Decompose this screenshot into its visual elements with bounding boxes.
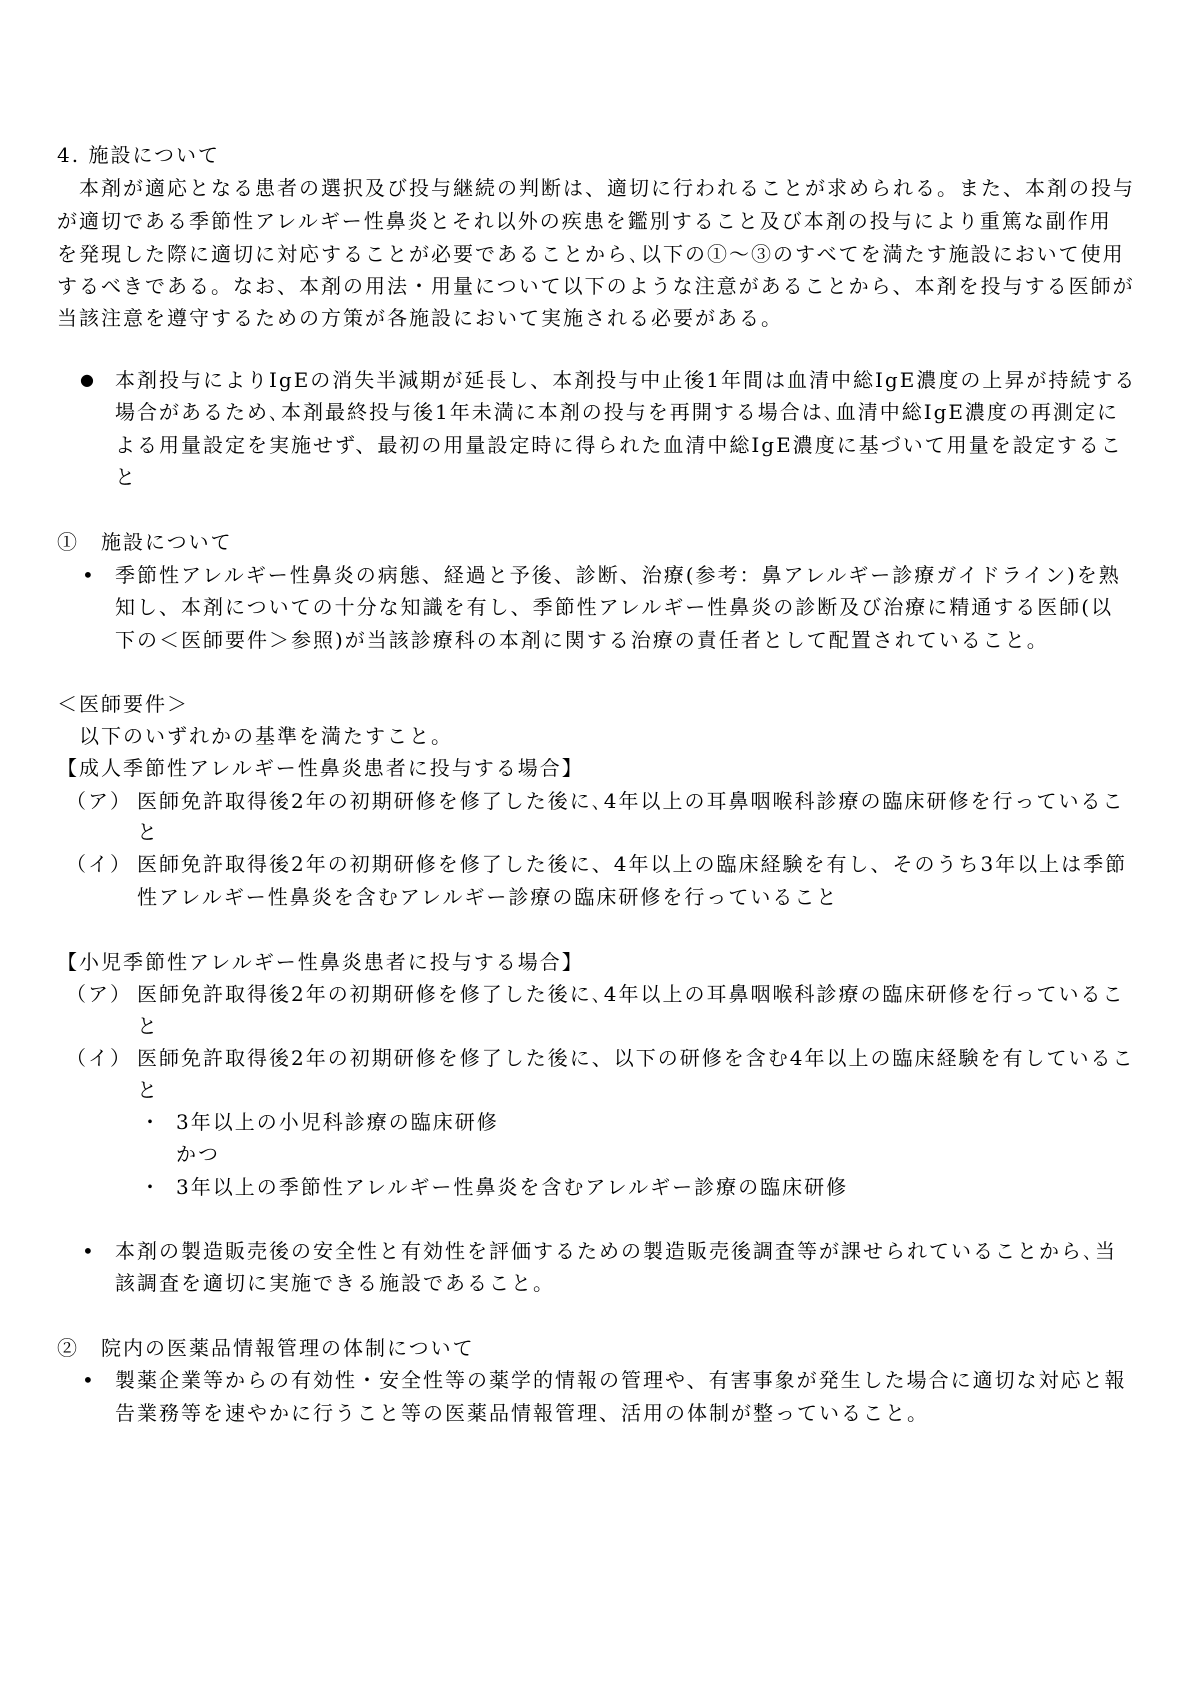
adult-i-line: 医師免許取得後2年の初期研修を修了した後に、4年以上の臨床経験を有し、そのうち3年以上は季節: [137, 852, 1128, 876]
intro-line: するべきである。なお、本剤の用法・用量について以下のような注意があることから、本剤を投与する医師が: [57, 274, 1135, 298]
intro-line: が適切である季節性アレルギー性鼻炎とそれ以外の疾患を鑑別すること及び本剤の投与により重篤な副作用: [57, 209, 1112, 233]
child-i-line: 医師免許取得後2年の初期研修を修了した後に、以下の研修を含む4年以上の臨床経験を有しているこ: [137, 1046, 1135, 1070]
adult-a-line: 医師免許取得後2年の初期研修を修了した後に､4年以上の耳鼻咽喉科診療の臨床研修を行っているこ: [137, 789, 1125, 813]
adult-a-label: （ア）: [66, 789, 132, 813]
child-a-line: 医師免許取得後2年の初期研修を修了した後に､4年以上の耳鼻咽喉科診療の臨床研修を行っているこ: [137, 982, 1125, 1006]
child-a-line: と: [137, 1014, 159, 1038]
note-line: と: [115, 465, 137, 489]
item2-line: 告業務等を速やかに行うこと等の医薬品情報管理、活用の体制が整っていること。: [115, 1401, 929, 1425]
item1-line: 知し、本剤についての十分な知識を有し、季節性アレルギー性鼻炎の診断及び治療に精通する医師(以: [115, 595, 1114, 619]
child-i-line: と: [137, 1078, 159, 1102]
child-i-label: （イ）: [66, 1046, 132, 1070]
bullet-icon: ●: [80, 370, 94, 389]
note-line: よる用量設定を実施せず、最初の用量設定時に得られた血清中総IgE濃度に基づいて用量を設定するこ: [115, 433, 1123, 457]
item1-heading: ① 施設について: [57, 530, 233, 554]
requirements-lead: 以下のいずれかの基準を満たすこと。: [57, 724, 453, 748]
bullet-icon: •: [82, 1239, 94, 1263]
item2-heading: ② 院内の医薬品情報管理の体制について: [57, 1336, 475, 1360]
item1-line: 季節性アレルギー性鼻炎の病態、経過と予後、診断、治療(参考：鼻アレルギー診療ガイドライン)を熟: [115, 563, 1121, 587]
bullet-icon: •: [82, 563, 94, 587]
survey-line: 該調査を適切に実施できる施設であること。: [115, 1271, 555, 1295]
child-sub2: 3年以上の季節性アレルギー性鼻炎を含むアレルギー診療の臨床研修: [176, 1175, 849, 1199]
intro-line: 当該注意を遵守するための方策が各施設において実施される必要がある。: [57, 306, 783, 330]
child-sub1: 3年以上の小児科診療の臨床研修: [176, 1110, 499, 1134]
adult-heading: 【成人季節性アレルギー性鼻炎患者に投与する場合】: [57, 756, 584, 780]
adult-i-line: 性アレルギー性鼻炎を含むアレルギー診療の臨床研修を行っていること: [137, 885, 839, 909]
note-line: 本剤投与によりIgEの消失半減期が延長し、本剤投与中止後1年間は血清中総IgE濃度の上昇が持続する: [115, 368, 1137, 392]
requirements-heading: ＜医師要件＞: [57, 692, 189, 716]
adult-i-label: （イ）: [66, 852, 132, 876]
intro-line: を発現した際に適切に対応することが必要であることから､以下の①～③のすべてを満たす施設において使用: [57, 242, 1125, 266]
item2-line: 製薬企業等からの有効性・安全性等の薬学的情報の管理や、有害事象が発生した場合に適切な対応と報: [115, 1368, 1127, 1392]
note-line: 場合があるため､本剤最終投与後1年未満に本剤の投与を再開する場合は､血清中総IgE濃度の再測定に: [115, 400, 1120, 424]
sub-bullet-icon: ・: [140, 1110, 162, 1134]
child-heading: 【小児季節性アレルギー性鼻炎患者に投与する場合】: [57, 950, 584, 974]
bullet-icon: •: [82, 1368, 94, 1392]
intro-line: 本剤が適応となる患者の選択及び投与継続の判断は、適切に行われることが求められる。また、本剤の投与: [57, 176, 1135, 200]
child-conj: かつ: [176, 1142, 220, 1166]
item1-line: 下の＜医師要件＞参照)が当該診療科の本剤に関する治療の責任者として配置されていること。: [115, 628, 1049, 652]
adult-a-line: と: [137, 820, 159, 844]
section-title: 4. 施設について: [57, 143, 221, 167]
sub-bullet-icon: ・: [140, 1175, 162, 1199]
child-a-label: （ア）: [66, 982, 132, 1006]
survey-line: 本剤の製造販売後の安全性と有効性を評価するための製造販売後調査等が課せられていることから､当: [115, 1239, 1117, 1263]
